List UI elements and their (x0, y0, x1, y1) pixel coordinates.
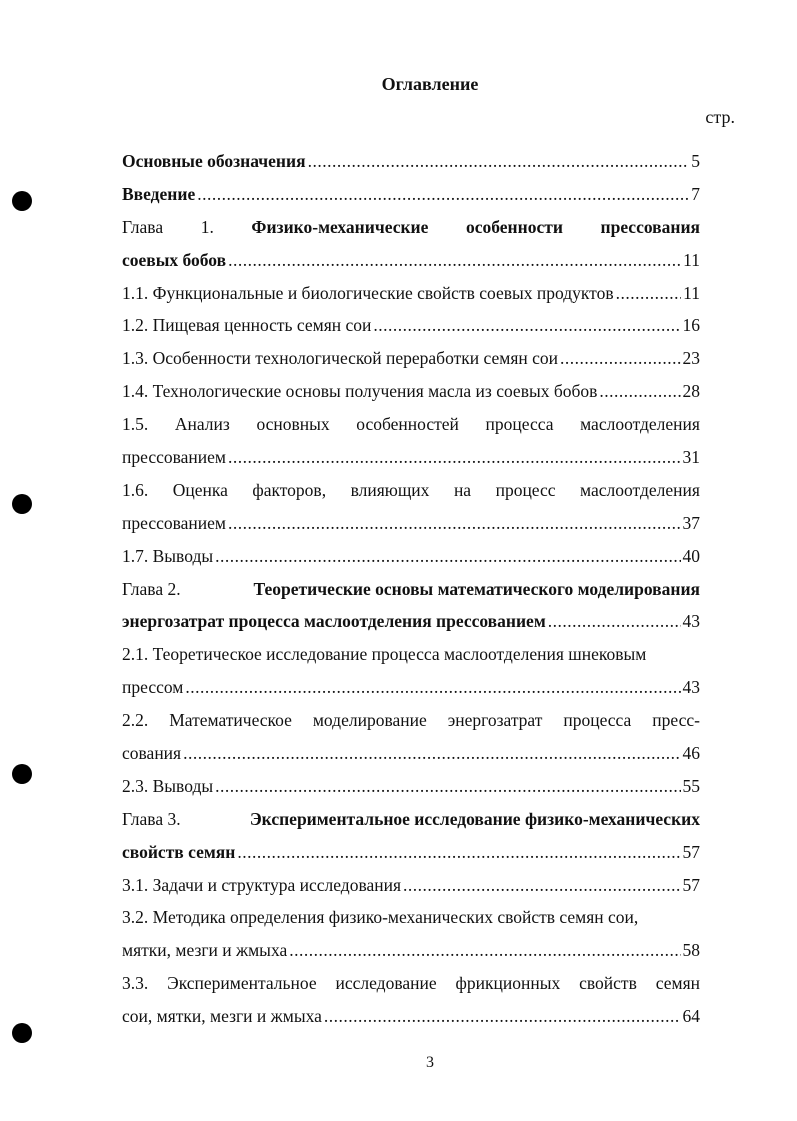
toc-text: 1.7. Выводы (122, 545, 214, 566)
punch-hole-icon (12, 191, 32, 211)
toc-line (122, 770, 700, 803)
toc-text: Экспериментальное (167, 973, 317, 994)
toc-text: процесса (485, 414, 554, 435)
toc-line (122, 540, 700, 573)
toc-page-number: 43 (682, 677, 700, 698)
toc-text: особенностей (356, 414, 459, 435)
toc-text: 2.2. (122, 710, 149, 731)
toc-entry (122, 408, 700, 474)
toc-line (122, 605, 700, 638)
toc-text: исследование (335, 973, 437, 994)
toc-line (122, 507, 700, 540)
toc-page-number: 64 (682, 1006, 700, 1027)
toc-text: соевых бобов (122, 249, 227, 270)
toc-text: процесс (495, 479, 556, 500)
toc-line (122, 375, 700, 408)
page-number: 3 (426, 1054, 434, 1071)
toc-entry (122, 277, 700, 310)
toc-text: 1.3. Особенности технологической переработки семян сои (122, 348, 558, 369)
toc-line (122, 901, 700, 934)
toc-text: Введение (122, 183, 196, 204)
toc-page-number: 43 (682, 611, 700, 632)
toc-entry (122, 375, 700, 408)
toc-page-number: 37 (682, 512, 700, 533)
page-column-label: стр. (705, 107, 735, 127)
dot-leader (289, 934, 680, 967)
dot-leader (185, 671, 680, 704)
dot-leader (373, 309, 680, 342)
dot-leader (228, 244, 681, 277)
dot-leader (237, 836, 680, 869)
toc-page-number: 7 (691, 183, 700, 204)
toc-line (122, 474, 700, 507)
toc-text: Глава (122, 216, 164, 237)
toc-page-number: 16 (682, 315, 700, 336)
toc-text: 2.1. Теоретическое исследование процесса маслоотделения шнековым (122, 644, 647, 665)
toc-line (122, 441, 700, 474)
toc-text: процесса (563, 710, 632, 731)
toc-text: сои, мятки, мезги и жмыха (122, 1006, 322, 1027)
toc-text: свойств семян (122, 841, 236, 862)
toc-text: пресс- (652, 710, 700, 731)
toc-text: прессованием (122, 512, 226, 533)
toc-line (122, 211, 700, 244)
dot-leader (616, 277, 682, 310)
toc-page-number: 11 (683, 249, 700, 270)
toc-text: 1.5. (122, 414, 149, 435)
toc-text: прессования (600, 216, 700, 237)
toc-text: маслоотделения (580, 479, 700, 500)
toc-text: Анализ (174, 414, 230, 435)
dot-leader (215, 540, 680, 573)
toc-page-number: 40 (682, 545, 700, 566)
toc-text: Экспериментальное исследование физико-механических (249, 808, 700, 829)
toc-page-number: 31 (682, 447, 700, 468)
dot-leader (324, 1000, 681, 1033)
toc-text: свойств (579, 973, 637, 994)
toc-line (122, 934, 700, 967)
toc-entry (122, 573, 700, 639)
toc-entry (122, 145, 700, 178)
toc-text: факторов, (252, 479, 327, 500)
toc-text: основных (256, 414, 330, 435)
table-of-contents (122, 145, 700, 1033)
toc-entry (122, 540, 700, 573)
toc-text: Теоретические основы математического моделирования (253, 578, 700, 599)
toc-entry (122, 474, 700, 540)
toc-page-number: 57 (682, 874, 700, 895)
toc-text: Оценка (172, 479, 228, 500)
toc-line (122, 244, 700, 277)
toc-text: 3.1. Задачи и структура исследования (122, 874, 402, 895)
punch-hole-icon (12, 494, 32, 514)
toc-text: Глава 2. (122, 578, 181, 599)
toc-text: 1.6. (122, 479, 149, 500)
toc-entry (122, 803, 700, 869)
toc-text: мятки, мезги и жмыха (122, 940, 288, 961)
toc-text: Физико-механические (251, 216, 429, 237)
toc-text: прессованием (122, 447, 226, 468)
toc-page-number: 11 (683, 282, 700, 303)
toc-text: семян (655, 973, 700, 994)
toc-text: Основные обозначения (122, 151, 306, 171)
toc-page-number: 46 (682, 743, 700, 764)
dot-leader (599, 375, 680, 408)
toc-text: 3.3. (122, 973, 149, 994)
toc-page-number: 55 (682, 775, 700, 796)
toc-text: 2.3. Выводы (122, 775, 214, 796)
toc-entry (122, 869, 700, 902)
toc-page-number: 58 (682, 940, 700, 961)
toc-line (122, 967, 700, 1000)
toc-line (122, 737, 700, 770)
toc-entry (122, 967, 700, 1033)
toc-line (122, 869, 700, 902)
toc-page-number: 23 (682, 348, 700, 369)
toc-page-number: 5 (691, 151, 700, 171)
dot-leader (228, 507, 681, 540)
toc-text: Глава 3. (122, 808, 181, 829)
toc-line (122, 836, 700, 869)
punch-hole-icon (12, 764, 32, 784)
toc-line (122, 309, 700, 342)
toc-line (122, 145, 700, 178)
toc-entry (122, 211, 700, 277)
dot-leader (308, 145, 690, 178)
toc-line (122, 704, 700, 737)
dot-leader (197, 178, 689, 211)
toc-text: Математическое (169, 710, 292, 731)
toc-line (122, 408, 700, 441)
toc-text: фрикционных (455, 973, 561, 994)
toc-text: особенности (466, 216, 563, 237)
toc-text: на (453, 479, 472, 500)
dot-leader (183, 737, 680, 770)
dot-leader (548, 605, 681, 638)
dot-leader (215, 770, 680, 803)
toc-entry (122, 178, 700, 211)
dot-leader (228, 441, 681, 474)
punch-hole-icon (12, 1023, 32, 1043)
toc-text: 1.1. Функциональные и биологические свойств соевых продуктов (122, 282, 614, 303)
toc-entry (122, 770, 700, 803)
toc-text: моделирование (312, 710, 427, 731)
toc-line (122, 1000, 700, 1033)
toc-line (122, 803, 700, 836)
toc-line (122, 277, 700, 310)
toc-page-number: 57 (682, 841, 700, 862)
toc-text: энергозатрат (447, 710, 543, 731)
toc-entry (122, 309, 700, 342)
toc-text: маслоотделения (580, 414, 700, 435)
toc-entry (122, 704, 700, 770)
toc-text: сования (122, 743, 182, 764)
toc-line (122, 671, 700, 704)
toc-text: влияющих (350, 479, 430, 500)
dot-leader (560, 342, 681, 375)
toc-line (122, 178, 700, 211)
toc-page-number: 28 (682, 381, 700, 402)
toc-line (122, 573, 700, 606)
toc-text: энергозатрат процесса маслоотделения прессованием (122, 611, 546, 632)
toc-entry (122, 638, 700, 704)
dot-leader (403, 869, 680, 902)
toc-text: 1. (200, 216, 214, 237)
toc-entry (122, 342, 700, 375)
toc-line (122, 342, 700, 375)
toc-text: 1.2. Пищевая ценность семян сои (122, 315, 372, 336)
toc-text: 1.4. Технологические основы получения масла из соевых бобов (122, 381, 598, 402)
toc-text: прессом (122, 677, 184, 698)
toc-line (122, 638, 700, 671)
toc-entry (122, 901, 700, 967)
toc-text: 3.2. Методика определения физико-механических свойств семян сои, (122, 907, 639, 928)
page-title: Оглавление (381, 74, 479, 94)
